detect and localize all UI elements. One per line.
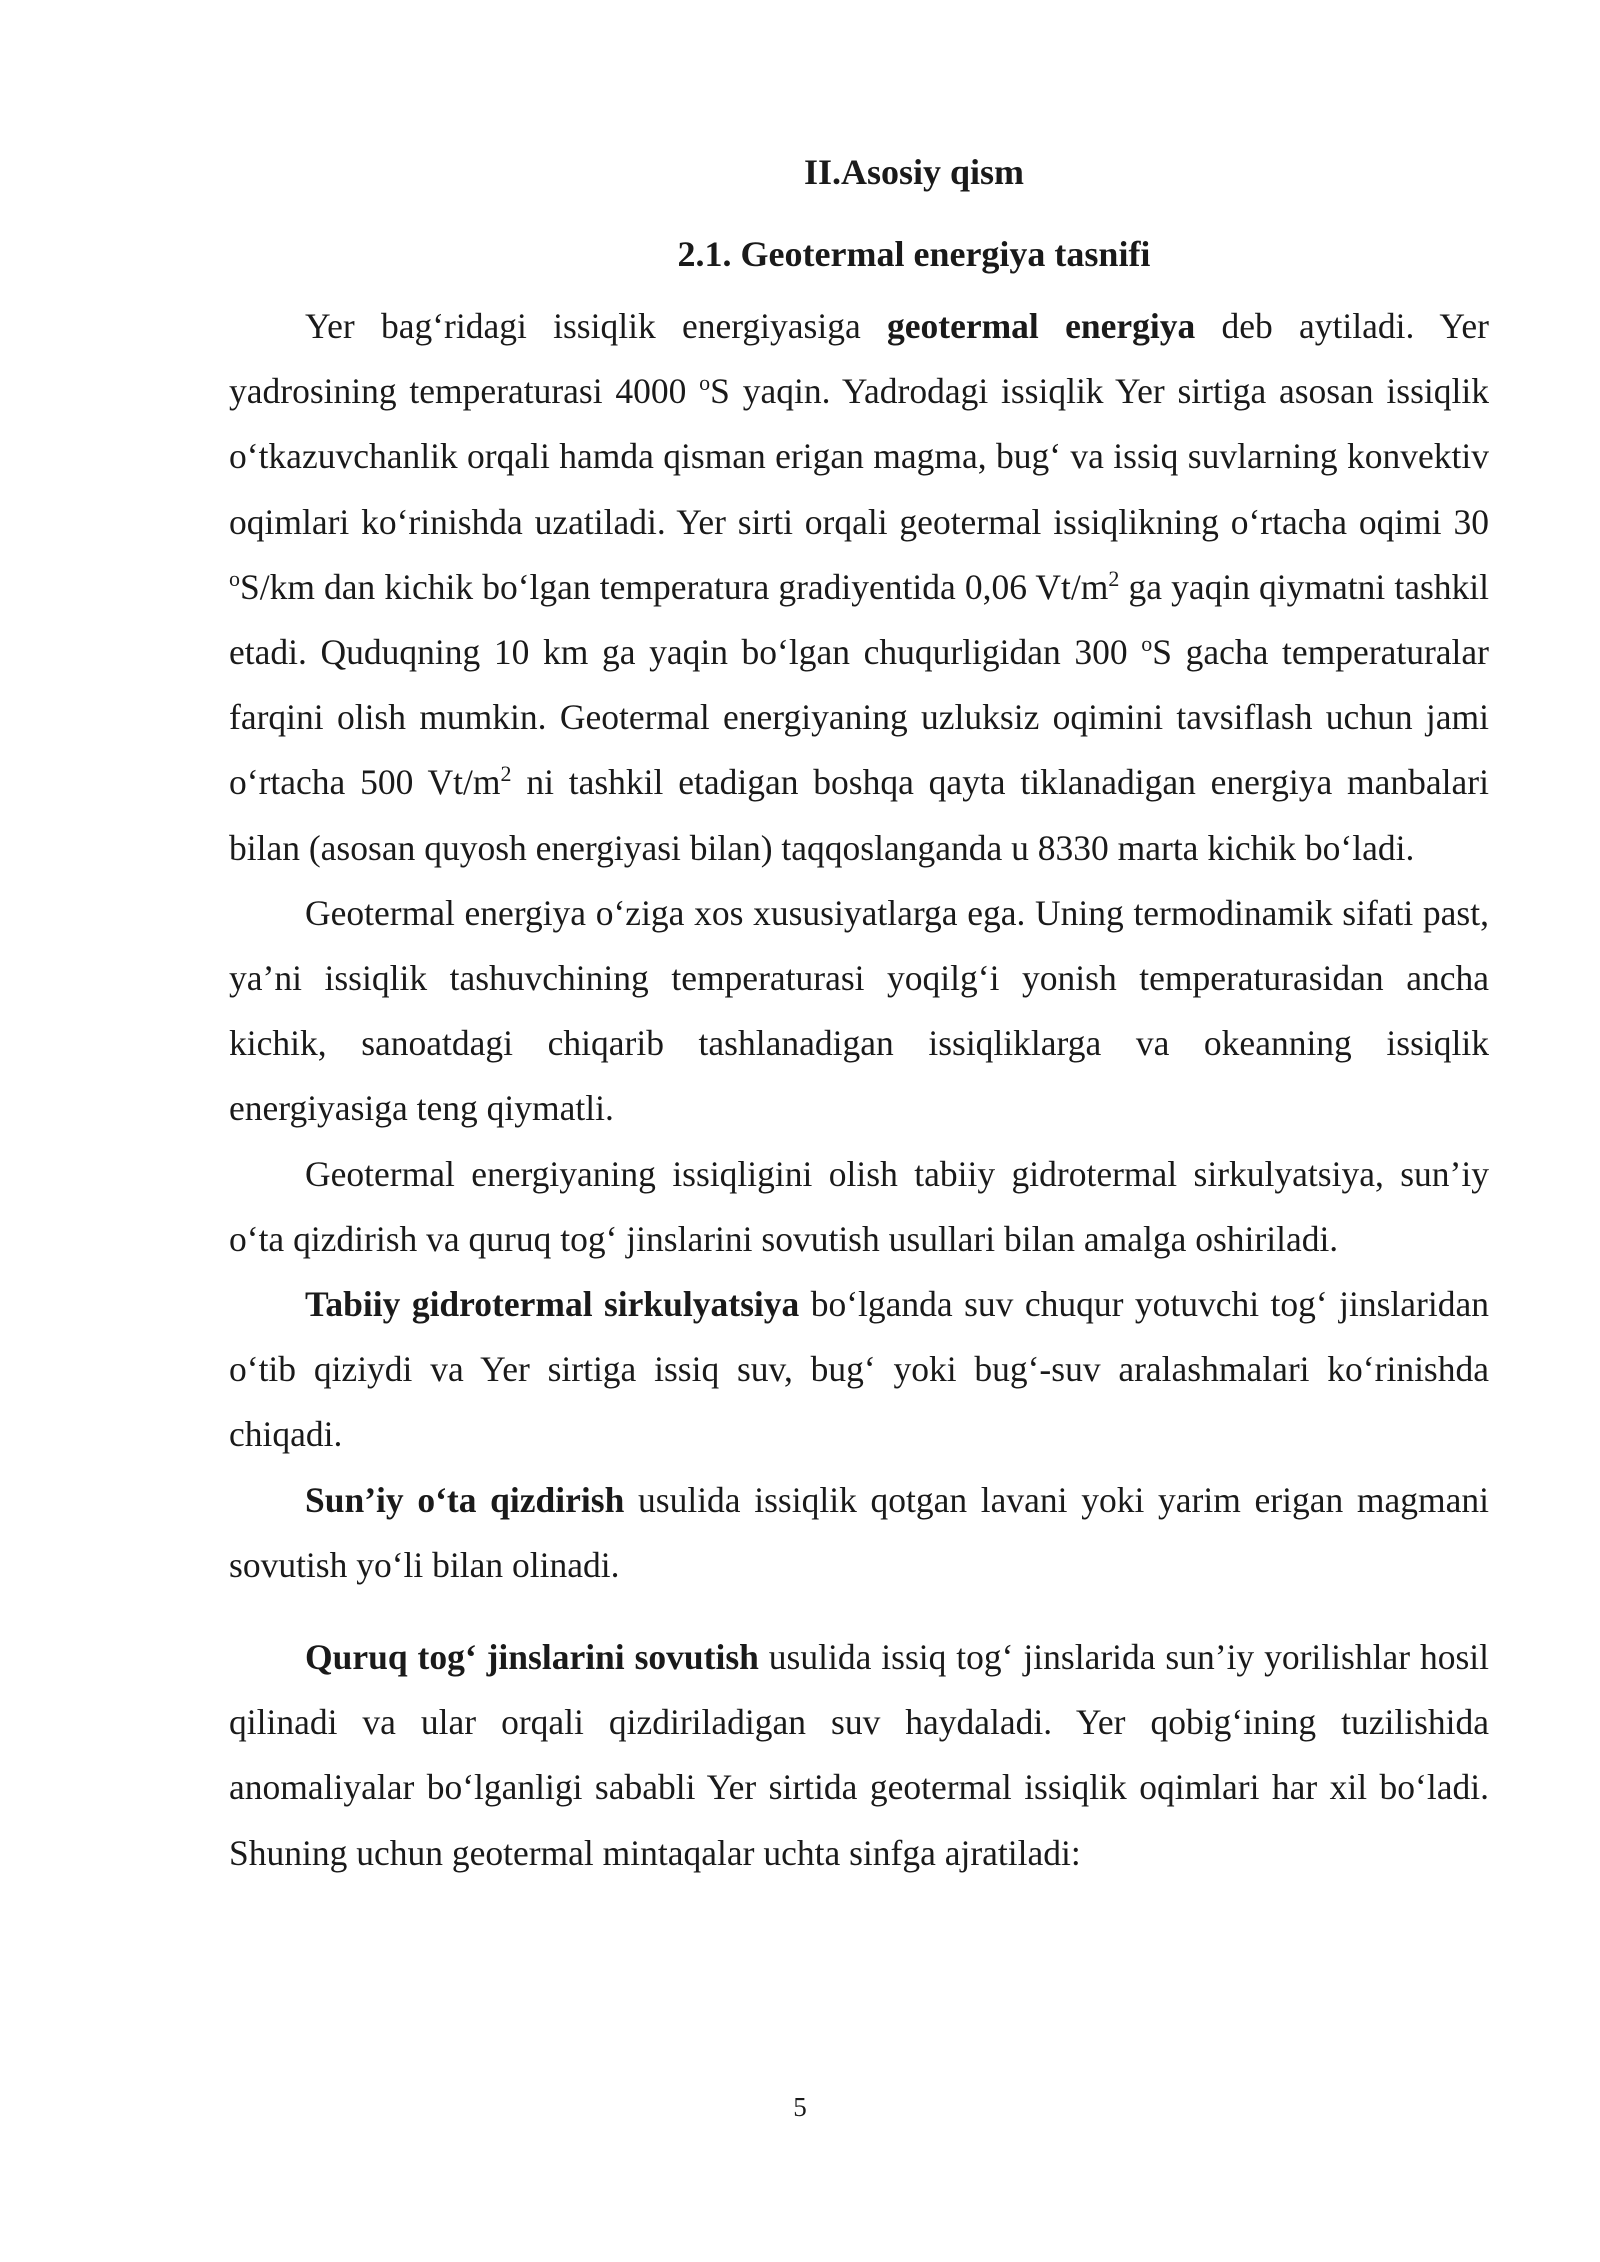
section-title: 2.1. Geotermal energiya tasnifi bbox=[677, 234, 1151, 274]
paragraph-2: Geotermal energiya o‘ziga xos xususiyatlarga ega. Uning termodinamik sifati past, ya’ni issiqlik tashuvchining temperaturasi yoqilg‘i yonish temperaturasidan ancha kichik, sanoatdagi chiqarib tashlanadigan issiqliklarga va okeanning issiqlik energiyasiga teng qiymatli. bbox=[229, 892, 1489, 1129]
page-number: 5 bbox=[793, 2092, 807, 2122]
chapter-title: II.Asosiy qism bbox=[803, 152, 1025, 192]
exponent-superscript: 2 bbox=[500, 761, 512, 787]
exponent-superscript: 2 bbox=[1108, 565, 1120, 591]
bold-term: Quruq tog‘ jinslarini sovutish bbox=[305, 1637, 759, 1678]
degree-superscript: o bbox=[1141, 631, 1153, 657]
degree-superscript: o bbox=[699, 370, 711, 396]
bold-term: geotermal energiya bbox=[887, 306, 1196, 346]
paragraph-text: S gacha temperaturalar farqini olish mumkin. Geotermal energiyaning uzluksiz oqimini tavsiflash uchun jami o‘rtacha 500 Vt/m bbox=[229, 632, 1489, 803]
paragraph-text: usulida issiq tog‘ jinslarida sun’iy yorilishlar hosil qilinadi va ular orqali qizdiriladigan suv haydaladi. Yer qobig‘ining tuzilishida anomaliyalar bo‘lganligi sababli Yer sirtida geotermal issiqlik oqimlari har xil bo‘ladi. Shuning uchun geotermal mintaqalar uchta sinfga ajratiladi: bbox=[229, 1637, 1489, 1873]
paragraph-text: bo‘lganda suv chuqur yotuvchi tog‘ jinslaridan o‘tib qiziydi va Yer sirtiga issiq suv, bug‘ yoki bug‘-suv aralashmalari ko‘rinishda chiqadi. bbox=[229, 1284, 1489, 1455]
paragraph-text: S/km dan kichik bo‘lgan temperatura gradiyentida 0,06 Vt/m bbox=[240, 566, 1109, 607]
paragraph-text: ni tashkil etadigan boshqa qayta tiklanadigan energiya manbalari bilan (asosan quyosh energiyasi bilan) taqqoslanganda u 8330 marta kichik bo‘ladi. bbox=[229, 762, 1489, 868]
paragraph-3: Geotermal energiyaning issiqligini olish tabiiy gidrotermal sirkulyatsiya, sun’iy o‘ta qizdirish va quruq tog‘ jinslarini sovutish usullari bilan amalga oshiriladi. bbox=[229, 1153, 1489, 1259]
paragraph-text: ga yaqin qiymatni tashkil etadi. Quduqning 10 km ga yaqin bo‘lgan chuqurligidan 300 bbox=[229, 566, 1489, 673]
degree-superscript: o bbox=[229, 565, 240, 591]
paragraph-text: S yaqin. Yadrodagi issiqlik Yer sirtiga asosan issiqlik o‘tkazuvchanlik orqali hamda qisman erigan magma, bug‘ va issiq suvlarning konvektiv oqimlari ko‘rinishda uzatiladi. Yer sirti orqali geotermal issiqlikning o‘rtacha oqimi 30 bbox=[229, 371, 1490, 542]
document-page bbox=[229, 150, 1489, 1886]
paragraph-5 bbox=[229, 1468, 1489, 1598]
paragraph-6 bbox=[229, 1625, 1489, 1886]
paragraph-1 bbox=[229, 294, 1489, 881]
paragraph-text: usulida issiqlik qotgan lavani yoki yarim erigan magmani sovutish yo‘li bilan olinadi. bbox=[229, 1479, 1489, 1585]
bold-term: Tabiiy gidrotermal sirkulyatsiya bbox=[305, 1284, 800, 1325]
paragraph-4 bbox=[229, 1272, 1489, 1468]
paragraph-text: deb aytiladi. Yer yadrosining temperaturasi 4000 bbox=[229, 306, 1489, 412]
bold-term: Sun’iy o‘ta qizdirish bbox=[305, 1479, 625, 1520]
paragraph-text: Yer bag‘ridagi issiqlik energiyasiga bbox=[305, 306, 888, 346]
